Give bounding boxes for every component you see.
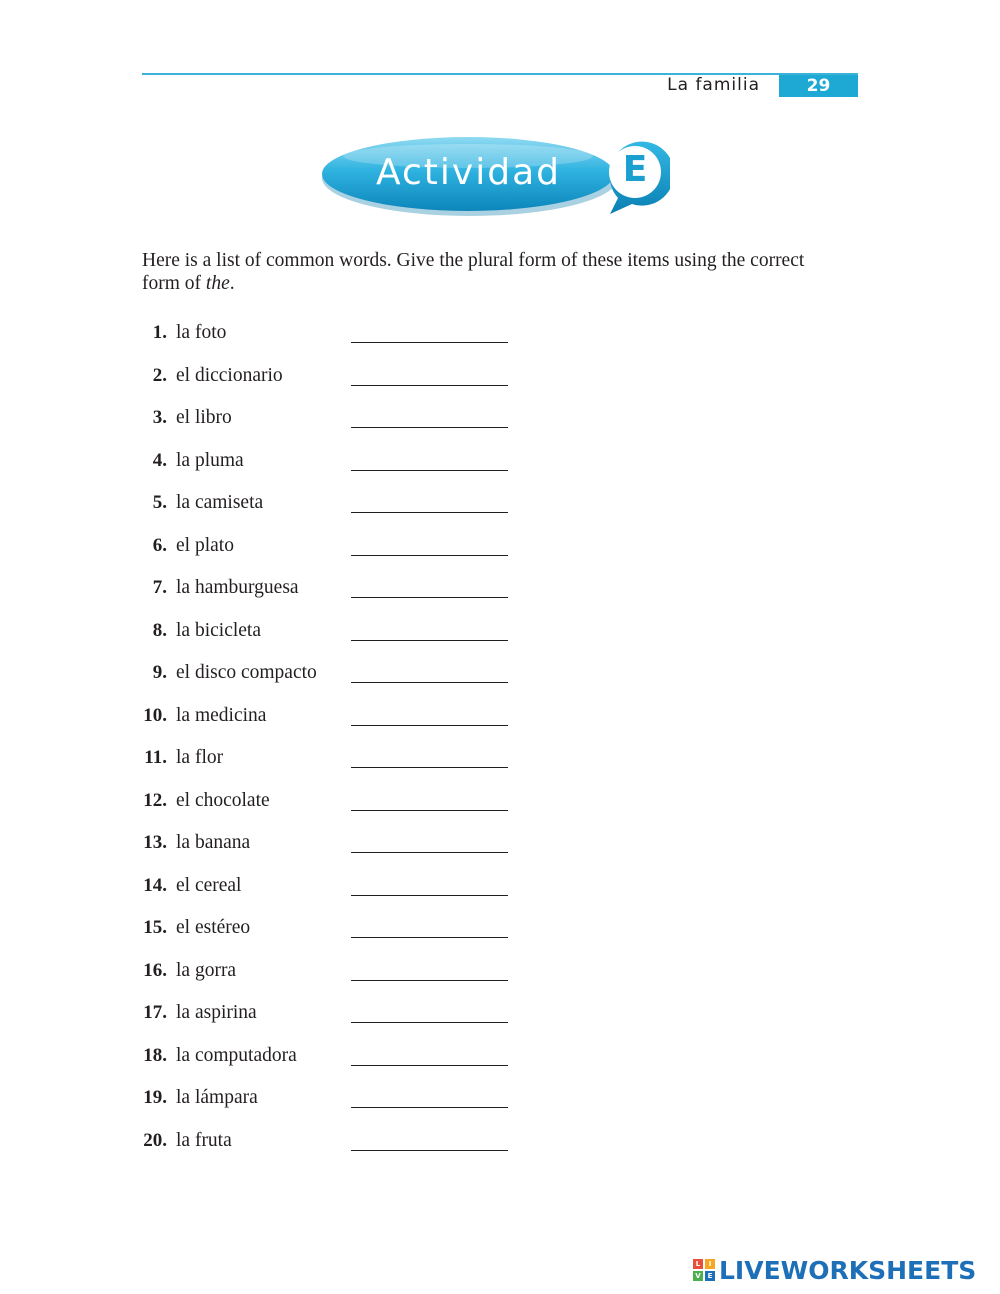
item-number: 5. — [152, 492, 167, 513]
item-number: 13. — [143, 832, 167, 853]
logo-block: V — [693, 1271, 703, 1281]
item-number: 12. — [143, 789, 167, 811]
item-word: la gorra — [176, 959, 237, 981]
logo-text: LIVEWORKSHEETS — [719, 1255, 977, 1285]
exercise-item — [142, 705, 542, 748]
answer-blank[interactable] — [351, 385, 508, 386]
answer-blank[interactable] — [351, 682, 508, 683]
exercise-item — [142, 620, 542, 663]
item-number: 11. — [144, 747, 167, 768]
item-word: el disco compacto — [176, 662, 317, 683]
item-word: la aspirina — [176, 1002, 257, 1023]
item-word: el estéreo — [176, 917, 251, 938]
answer-blank[interactable] — [351, 852, 508, 853]
exercise-item — [142, 322, 542, 365]
item-word: la foto — [176, 322, 227, 343]
item-word: la lámpara — [176, 1087, 258, 1108]
answer-blank[interactable] — [351, 470, 508, 471]
item-word: la banana — [176, 832, 251, 853]
item-word: el diccionario — [176, 364, 283, 386]
exercise-item — [142, 662, 542, 705]
item-word: la fruta — [176, 1129, 232, 1151]
banner-title: Actividad — [376, 152, 561, 193]
item-number: 20. — [143, 1129, 167, 1151]
answer-blank[interactable] — [351, 512, 508, 513]
exercise-item — [142, 875, 542, 918]
liveworksheets-logo — [693, 1256, 976, 1284]
item-word: el cereal — [176, 874, 242, 896]
answer-blank[interactable] — [351, 1065, 508, 1066]
item-number: 18. — [143, 1044, 167, 1066]
exercise-item — [142, 407, 542, 450]
answer-blank[interactable] — [351, 767, 508, 768]
answer-blank[interactable] — [351, 1150, 508, 1151]
item-number: 10. — [143, 704, 167, 726]
instructions-text: Here is a list of common words. Give the plural form of these items using the correct form of — [142, 250, 805, 294]
answer-blank[interactable] — [351, 810, 508, 811]
logo-block: I — [705, 1259, 715, 1269]
answer-blank[interactable] — [351, 555, 508, 556]
item-word: la computadora — [176, 1044, 297, 1066]
item-number: 1. — [152, 322, 167, 343]
answer-blank[interactable] — [351, 427, 508, 428]
exercise-item — [142, 790, 542, 833]
page-number: 29 — [779, 75, 858, 97]
exercise-item — [142, 492, 542, 535]
answer-blank[interactable] — [351, 342, 508, 343]
answer-blank[interactable] — [351, 725, 508, 726]
item-word: la flor — [176, 747, 224, 768]
item-number: 17. — [143, 1002, 167, 1023]
item-number: 4. — [152, 449, 167, 471]
answer-blank[interactable] — [351, 1107, 508, 1108]
item-word: la bicicleta — [176, 619, 261, 641]
item-number: 16. — [143, 959, 167, 981]
answer-blank[interactable] — [351, 1022, 508, 1023]
exercise-item — [142, 535, 542, 578]
item-word: la pluma — [176, 449, 244, 471]
item-number: 3. — [152, 407, 167, 428]
exercise-item — [142, 365, 542, 408]
exercise-item — [142, 917, 542, 960]
instructions-emphasis: the — [205, 273, 230, 294]
exercise-item — [142, 577, 542, 620]
item-word: el chocolate — [176, 789, 270, 811]
exercise-item — [142, 1045, 542, 1088]
logo-block: L — [693, 1259, 703, 1269]
instructions-end: . — [229, 273, 235, 294]
instructions — [142, 249, 842, 295]
item-number: 7. — [152, 577, 167, 598]
answer-blank[interactable] — [351, 640, 508, 641]
banner-letter: E — [622, 149, 648, 190]
answer-blank[interactable] — [351, 980, 508, 981]
answer-blank[interactable] — [351, 895, 508, 896]
exercise-item — [142, 747, 542, 790]
exercise-list — [142, 322, 542, 1172]
logo-blocks-icon — [693, 1259, 715, 1281]
item-word: la medicina — [176, 704, 267, 726]
exercise-item — [142, 1130, 542, 1173]
exercise-item — [142, 960, 542, 1003]
item-number: 2. — [152, 364, 167, 386]
answer-blank[interactable] — [351, 597, 508, 598]
item-number: 8. — [152, 619, 167, 641]
item-number: 14. — [143, 874, 167, 896]
exercise-item — [142, 832, 542, 875]
exercise-item — [142, 1087, 542, 1130]
logo-block: E — [705, 1271, 715, 1281]
header-section-title: La familia — [667, 75, 760, 95]
item-number: 9. — [152, 662, 167, 683]
item-word: el plato — [176, 534, 234, 556]
exercise-item — [142, 1002, 542, 1045]
exercise-item — [142, 450, 542, 493]
item-word: la camiseta — [176, 492, 264, 513]
answer-blank[interactable] — [351, 937, 508, 938]
activity-banner — [320, 130, 670, 222]
item-number: 15. — [143, 917, 167, 938]
item-number: 6. — [152, 534, 167, 556]
item-word: el libro — [176, 407, 232, 428]
item-word: la hamburguesa — [176, 577, 299, 598]
item-number: 19. — [143, 1087, 167, 1108]
